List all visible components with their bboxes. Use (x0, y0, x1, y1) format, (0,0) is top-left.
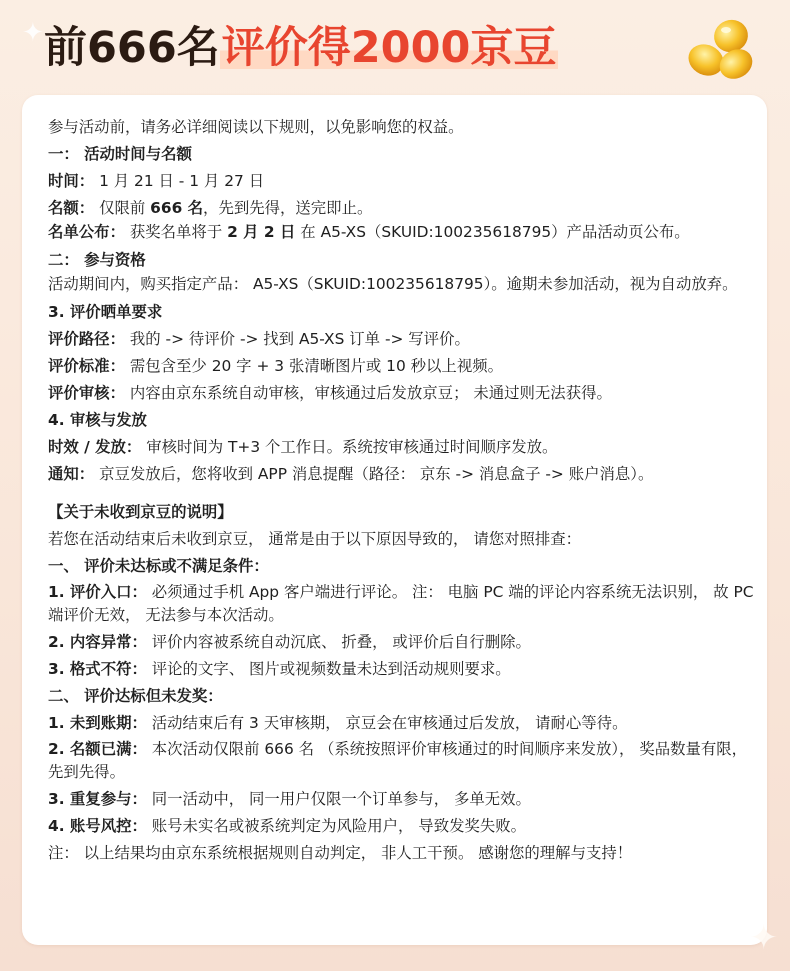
quota-number: 666 名 (150, 199, 204, 217)
faq-item-1-label: 1. 评价入口： (48, 583, 147, 601)
standard-label: 评价标准： (48, 357, 125, 375)
notice-row (48, 462, 760, 486)
faq-item-7-label: 4. 账号风控： (48, 817, 147, 835)
faq-item-5 (48, 738, 760, 784)
title-part-2: 评价得2000京豆 (221, 23, 557, 73)
faq-item-3-label: 3. 格式不符： (48, 660, 147, 678)
faq-item-7 (48, 814, 760, 838)
rules-card (22, 95, 767, 945)
announce-row (48, 223, 760, 241)
jd-bean-icon (684, 12, 760, 84)
sparkle-icon: ✦ (22, 18, 44, 48)
faq-item-5-label: 2. 名额已满： (48, 740, 147, 758)
announce-label: 名单公布： (48, 223, 125, 241)
faq-item-3-value: 评论的文字、 图片或视频数量未达到活动规则要求。 (146, 660, 511, 678)
standard-value: 需包含至少 20 字 + 3 张清晰图片或 10 秒以上视频。 (124, 357, 503, 375)
faq-item-7-value: 账号未实名或被系统判定为风险用户， 导致发奖失败。 (146, 817, 527, 835)
notice-label: 通知： (48, 465, 95, 483)
section-2-heading: 二： 参与资格 (48, 251, 146, 269)
faq-item-5-value: 本次活动仅限前 666 名 （系统按照评价审核通过的时间顺序来发放）， 奖品数量有限， 先到先得。 (48, 740, 748, 781)
time-label: 时间： (48, 172, 95, 190)
faq-part-2-heading: 二、 评价达标但未发奖： (48, 687, 223, 705)
time-row (48, 169, 760, 193)
notice-value: 京豆发放后，您将收到 APP 消息提醒（路径： 京东 -> 消息盒子 -> 账户消息）。 (94, 465, 654, 483)
section-3-heading: 3. 评价晒单要求 (48, 303, 163, 321)
faq-item-2-label: 2. 内容异常： (48, 633, 147, 651)
faq-item-3 (48, 657, 760, 681)
time-value: 1 月 21 日 - 1 月 27 日 (94, 172, 265, 190)
review-label: 评价审核： (48, 384, 125, 402)
rules-content (48, 115, 760, 868)
quota-pre: 仅限前 (94, 199, 151, 217)
timing-value: 审核时间为 T+3 个工作日。系统按审核通过时间顺序发放。 (141, 438, 558, 456)
quota-post: ，先到先得，送完即止。 (203, 199, 373, 217)
intro-text: 参与活动前，请务必详细阅读以下规则，以免影响您的权益。 (48, 118, 464, 136)
page-title (44, 14, 558, 75)
path-row (48, 327, 760, 351)
section-1-heading: 一： 活动时间与名额 (48, 145, 192, 163)
announce-post: 在 A5-XS（SKUID:100235618795）产品活动页公布。 (295, 223, 690, 241)
header (0, 0, 790, 94)
faq-part-1-heading: 一、 评价未达标或不满足条件： (48, 557, 269, 575)
faq-item-6 (48, 787, 760, 811)
section-4-heading: 4. 审核与发放 (48, 411, 147, 429)
announce-date: 2 月 2 日 (227, 223, 296, 241)
quota-row (48, 196, 760, 220)
faq-item-1-value: 必须通过手机 App 客户端进行评论。 注： 电脑 PC 端的评论内容系统无法识别， 故 PC 端评价无效， 无法参与本次活动。 (48, 583, 754, 624)
faq-heading: 【关于未收到京豆的说明】 (48, 503, 233, 521)
review-row (48, 381, 760, 405)
faq-item-1 (48, 581, 760, 627)
faq-intro: 若您在活动结束后未收到京豆， 通常是由于以下原因导致的， 请您对照排查： (48, 530, 582, 548)
title-part-1: 前666名 (44, 23, 220, 73)
faq-item-4-value: 活动结束后有 3 天审核期， 京豆会在审核通过后发放， 请耐心等待。 (146, 714, 628, 732)
timing-row (48, 435, 760, 459)
announce-pre: 获奖名单将于 (124, 223, 228, 241)
sparkle-icon: ✦ (749, 918, 778, 958)
faq-note: 注： 以上结果均由京东系统根据规则自动判定， 非人工干预。 感谢您的理解与支持！ (48, 844, 633, 862)
standard-row (48, 354, 760, 378)
eligibility-text: 活动期间内，购买指定产品： A5-XS（SKUID:100235618795）。逾期未参加活动，视为自动放弃。 (48, 275, 738, 293)
faq-item-2-value: 评价内容被系统自动沉底、 折叠， 或评价后自行删除。 (146, 633, 531, 651)
path-value: 我的 -> 待评价 -> 找到 A5-XS 订单 -> 写评价。 (124, 330, 470, 348)
faq-item-4 (48, 711, 760, 735)
faq-item-6-value: 同一活动中， 同一用户仅限一个订单参与， 多单无效。 (146, 790, 531, 808)
quota-label: 名额： (48, 199, 95, 217)
timing-label: 时效 / 发放： (48, 438, 142, 456)
faq-item-2 (48, 630, 760, 654)
path-label: 评价路径： (48, 330, 125, 348)
review-value: 内容由京东系统自动审核，审核通过后发放京豆； 未通过则无法获得。 (124, 384, 612, 402)
faq-item-4-label: 1. 未到账期： (48, 714, 147, 732)
faq-item-6-label: 3. 重复参与： (48, 790, 147, 808)
